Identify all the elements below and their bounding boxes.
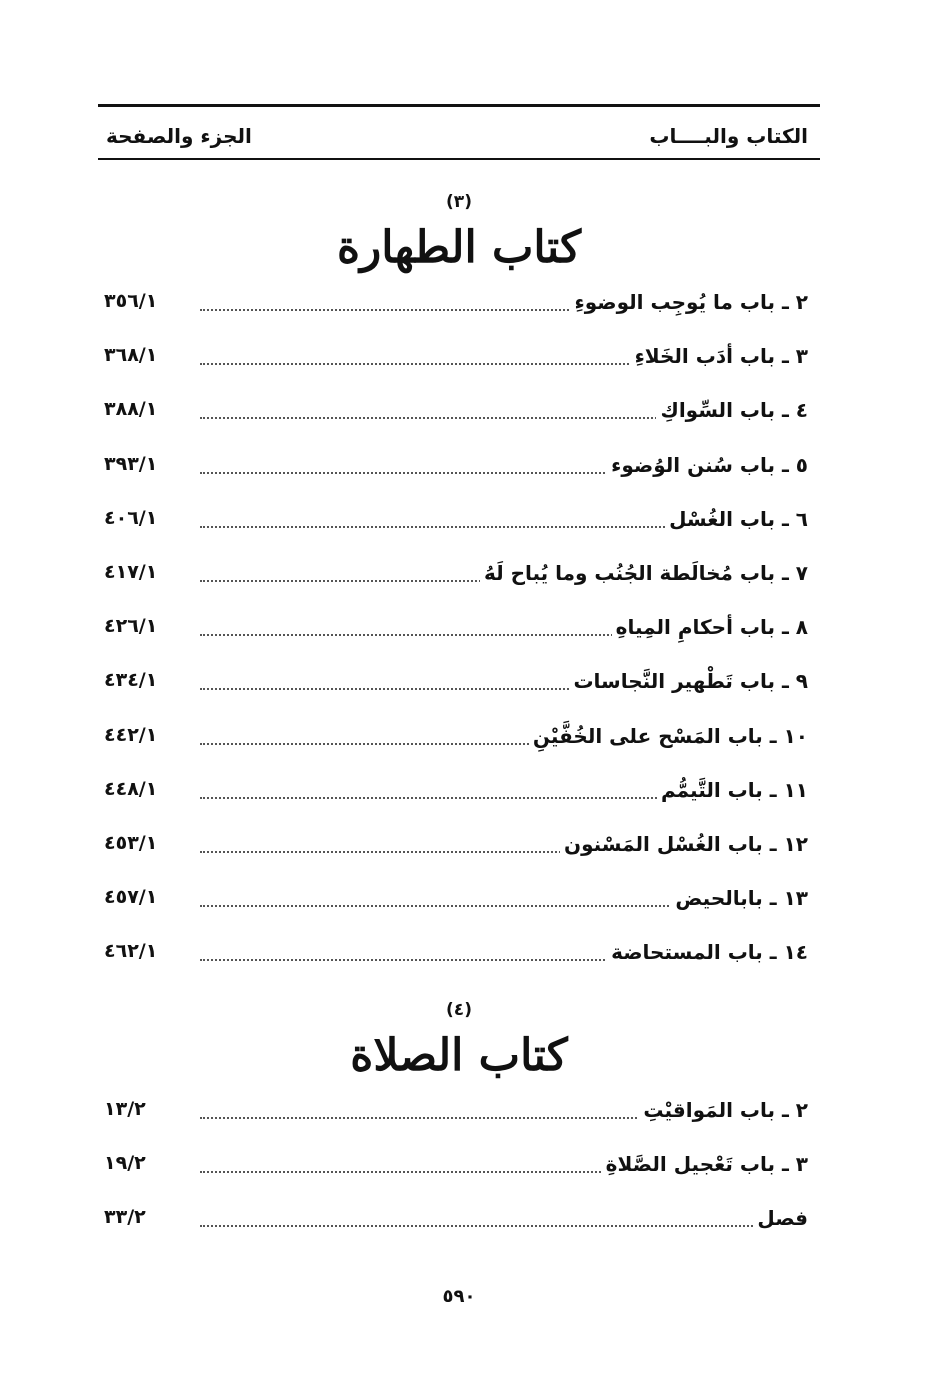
toc-entry-page: ٣٥٦/١ <box>104 290 158 312</box>
top-rule <box>98 104 820 107</box>
toc-entry[interactable] <box>98 286 820 340</box>
toc-entry[interactable] <box>98 1148 820 1202</box>
toc-entry-label: ١٠ ـ باب المَسْح على الخُفَّيْنِ <box>529 724 808 748</box>
toc-entry[interactable] <box>98 1202 820 1256</box>
toc-entry[interactable] <box>98 882 820 936</box>
toc-entry-label: ٢ ـ باب المَواقيْتِ <box>639 1098 808 1122</box>
toc-entry-page: ٣٩٣/١ <box>104 452 158 475</box>
toc-list <box>98 1094 820 1257</box>
toc-entry[interactable] <box>98 774 820 828</box>
toc-entry-page: ١٩/٢ <box>104 1152 146 1175</box>
toc-entry[interactable] <box>98 828 820 882</box>
toc-entry-label: ٨ ـ باب أحكامِ المِياهِ <box>612 615 808 639</box>
toc-entry-label: ٤ ـ باب السِّواكِ <box>656 398 808 422</box>
dot-leader <box>200 1225 808 1227</box>
toc-entry-page: ١٣/٢ <box>104 1098 146 1120</box>
column-header <box>98 118 820 152</box>
header-rule <box>98 158 820 160</box>
toc-entry-page: ٣٨٨/١ <box>104 398 158 421</box>
toc-entry-label: ١١ ـ باب التَّيمُّم <box>657 778 808 802</box>
toc-entry-page: ٣٦٨/١ <box>104 344 158 367</box>
volume-and-page-heading: الجزء والصفحة <box>106 124 252 148</box>
toc-entry-label: ١٣ ـ بابالحيض <box>671 886 808 910</box>
toc-entry[interactable] <box>98 936 820 990</box>
page-number: ٥٩٠ <box>442 1286 476 1307</box>
toc-entry-label: ٥ ـ باب سُنن الوُضوء <box>607 453 808 477</box>
toc-entry-page: ٣٣/٢ <box>104 1206 146 1229</box>
toc-entry-label: ١٢ ـ باب الغُسْل المَسْنون <box>560 832 808 856</box>
toc-entry-label: ٧ ـ باب مُخالَطة الجُنُب وما يُباح لَهُ <box>480 561 808 585</box>
toc-entry[interactable] <box>98 394 820 448</box>
toc-entry-page: ٤١٧/١ <box>104 560 158 583</box>
section-number: (٤) <box>446 1000 472 1020</box>
toc-list <box>98 286 820 990</box>
toc-entry[interactable] <box>98 1094 820 1148</box>
document-page <box>98 0 820 1380</box>
toc-entry-label: ٣ ـ باب أدَب الخَلاءِ <box>631 344 808 368</box>
toc-entry-label: ٢ ـ باب ما يُوجِب الوضوءِ <box>570 290 808 314</box>
section-title: كتاب الطهارة <box>336 222 582 273</box>
toc-entry-page: ٤٥٧/١ <box>104 886 158 909</box>
toc-entry-page: ٤٥٣/١ <box>104 831 158 854</box>
book-and-chapter-heading: الكتاب والبــــاب <box>649 124 808 148</box>
toc-entry-page: ٤٢٦/١ <box>104 615 158 638</box>
section-number: (٣) <box>446 192 472 212</box>
toc-entry[interactable] <box>98 340 820 394</box>
toc-entry[interactable] <box>98 557 820 611</box>
toc-entry-page: ٤٤٢/١ <box>104 723 158 746</box>
toc-entry[interactable] <box>98 611 820 665</box>
toc-entry-label: ١٤ ـ باب المستحاضة <box>607 940 808 964</box>
toc-entry-page: ٤٦٢/١ <box>104 940 158 963</box>
section-title: كتاب الصلاة <box>350 1030 568 1081</box>
toc-entry[interactable] <box>98 449 820 503</box>
toc-entry-label: ٣ ـ باب تَعْجيل الصَّلاةِ <box>602 1152 808 1176</box>
toc-entry-page: ٤٣٤/١ <box>104 669 158 692</box>
toc-entry-label: ٦ ـ باب الغُسْل <box>665 507 808 531</box>
toc-entry-page: ٤٤٨/١ <box>104 777 158 800</box>
toc-entry-page: ٤٠٦/١ <box>104 506 158 529</box>
toc-entry[interactable] <box>98 503 820 557</box>
toc-entry-label: ٩ ـ باب تَطْهير النَّجاسات <box>569 669 808 693</box>
toc-entry[interactable] <box>98 720 820 774</box>
toc-entry[interactable] <box>98 665 820 719</box>
toc-entry-label: فصل <box>753 1206 808 1230</box>
